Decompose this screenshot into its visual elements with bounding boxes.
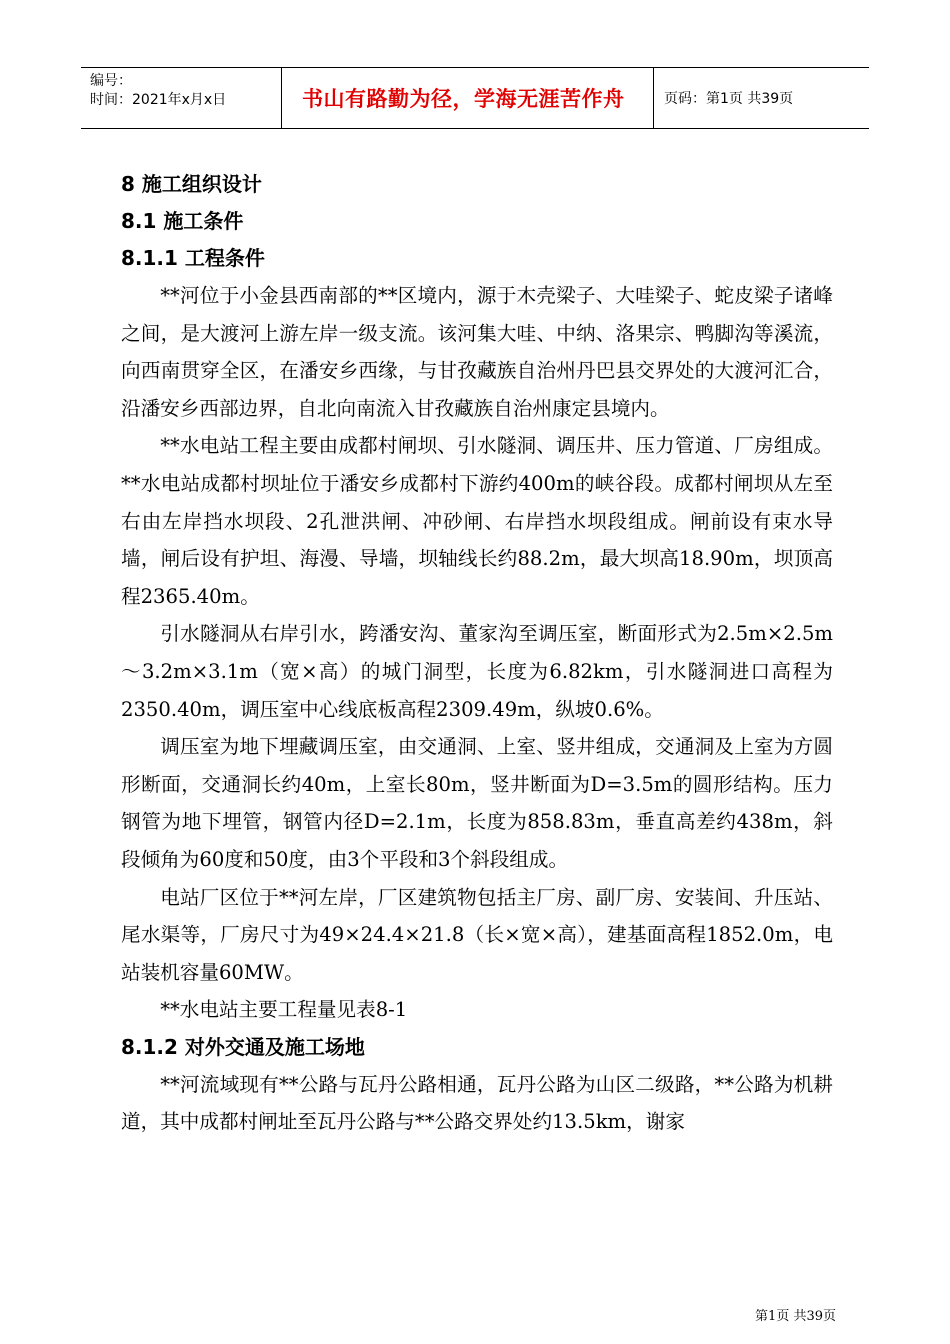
date-label: 时间：2021年x月x日 <box>90 92 227 108</box>
paragraph: **河流域现有**公路与瓦丹公路相通，瓦丹公路为山区二级路，**公路为机耕道，其中成都村闸址至瓦丹公路与**公路交界处约13.5km，谢家 <box>121 1072 833 1134</box>
page-footer: 第1页 共39页 <box>755 1309 836 1324</box>
paragraph: 电站厂区位于**河左岸，厂区建筑物包括主厂房、副厂房、安装间、升压站、尾水渠等，厂房尺寸为49×24.4×21.8（长×宽×高），建基面高程1852.0m，电站装机容量60MW。 <box>121 885 833 984</box>
paragraph: 调压室为地下埋藏调压室，由交通洞、上室、竖井组成，交通洞及上室为方圆形断面，交通洞长约40m，上室长80m，竖井断面为D=3.5m的圆形结构。压力钢管为地下埋管，钢管内径D=2.1m，长度为858.83m，垂直高差约438m，斜段倾角为60度和50度，由3个平段和3个斜段组成。 <box>121 735 833 871</box>
paragraph: **水电站主要工程量见表8-1 <box>160 998 408 1022</box>
heading-section: 8.1 施工条件 <box>121 209 244 233</box>
paragraph: **河位于小金县西南部的**区境内，源于木壳梁子、大哇梁子、蛇皮梁子诸峰之间，是大渡河上游左岸一级支流。该河集大哇、中纳、洛果宗、鸭脚沟等溪流，向西南贯穿全区，在潘安乡西缘，与甘孜藏族自治州丹巴县交界处的大渡河汇合，沿潘安乡西部边界，自北向南流入甘孜藏族自治州康定县境内。 <box>121 284 833 420</box>
page-header <box>81 67 869 129</box>
header-page-info: 页码：第1页 共39页 <box>664 91 794 107</box>
heading-chapter: 8 施工组织设计 <box>121 172 262 196</box>
paragraph: 引水隧洞从右岸引水，跨潘安沟、董家沟至调压室，断面形式为2.5m×2.5m～3.2m×3.1m（宽×高）的城门洞型，长度为6.82km，引水隧洞进口高程为2350.40m，调压室中心线底板高程2309.49m，纵坡0.6%。 <box>121 622 833 721</box>
document-body <box>121 166 833 1141</box>
heading-subsection-1: 8.1.1 工程条件 <box>121 246 265 270</box>
paragraph: **水电站工程主要由成都村闸坝、引水隧洞、调压井、压力管道、厂房组成。**水电站成都村坝址位于潘安乡成都村下游约400m的峡谷段。成都村闸坝从左至右由左岸挡水坝段、2孔泄洪闸、冲砂闸、右岸挡水坝段组成。闸前设有束水导墙，闸后设有护坦、海漫、导墙，坝轴线长约88.2m，最大坝高18.90m，坝顶高程2365.40m。 <box>121 434 833 608</box>
heading-subsection-2: 8.1.2 对外交通及施工场地 <box>121 1034 365 1059</box>
header-meta <box>81 68 282 128</box>
number-label: 编号： <box>90 73 132 89</box>
header-motto: 书山有路勤为径，学海无涯苦作舟 <box>282 68 654 128</box>
